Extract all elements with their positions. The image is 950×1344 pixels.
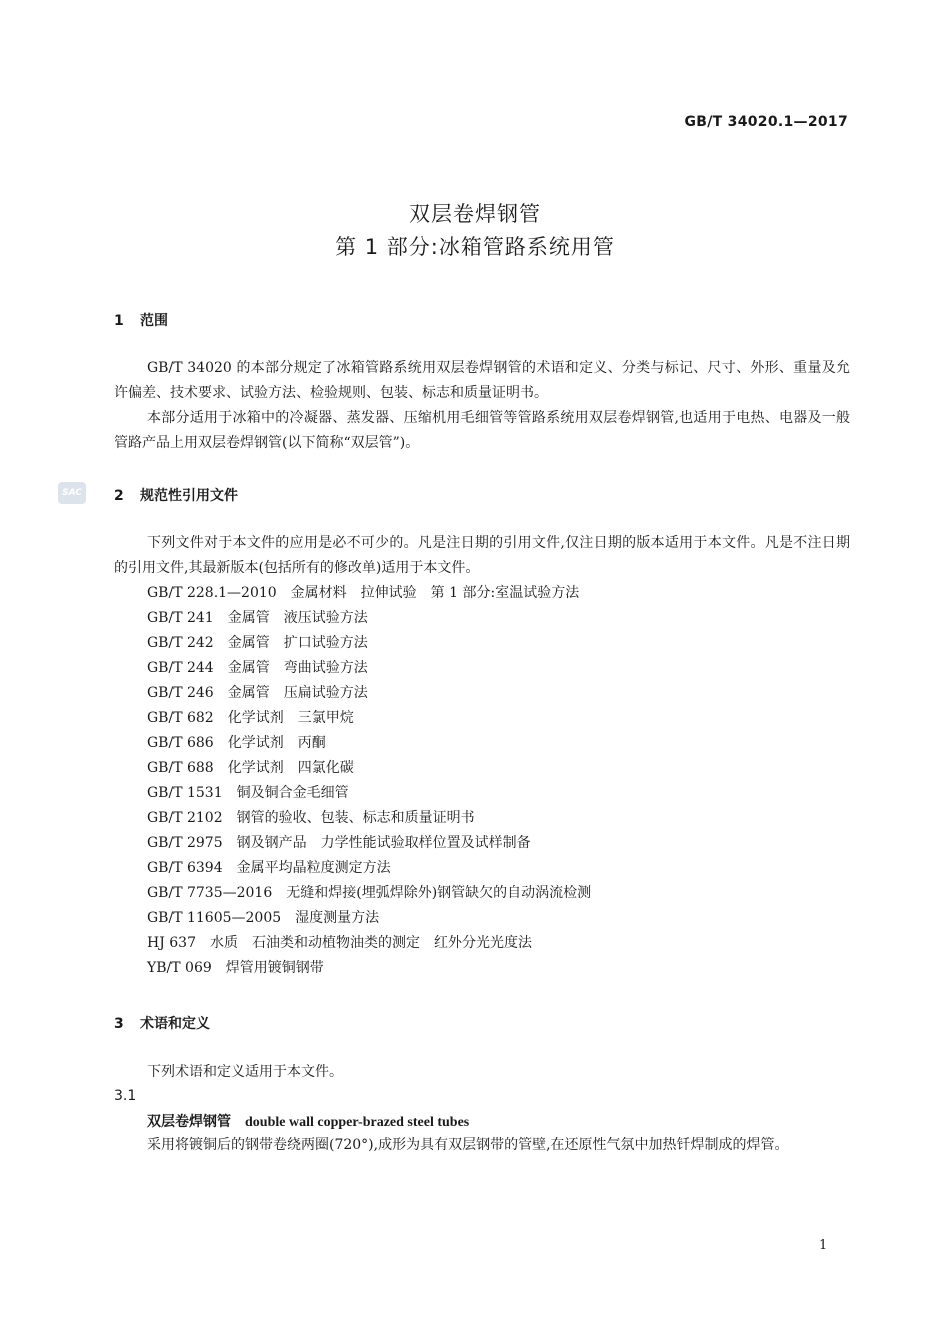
clause-number: 3.1	[114, 1088, 137, 1104]
section-number: 1	[114, 313, 124, 329]
section-heading-normative-references	[114, 485, 238, 505]
reference-item: YB/T 069 焊管用镀铜钢带	[147, 960, 324, 976]
reference-item: GB/T 244 金属管 弯曲试验方法	[147, 660, 368, 676]
reference-item: GB/T 682 化学试剂 三氯甲烷	[147, 710, 354, 726]
document-subtitle: 第 1 部分:冰箱管路系统用管	[335, 235, 615, 259]
reference-item: GB/T 2975 钢及钢产品 力学性能试验取样位置及试样制备	[147, 835, 531, 851]
reference-item: GB/T 11605—2005 湿度测量方法	[147, 910, 380, 926]
scope-paragraph-1: GB/T 34020 的本部分规定了冰箱管路系统用双层卷焊钢管的术语和定义、分类与标记、尺寸、外形、重量及允许偏差、技术要求、试验方法、检验规则、包装、标志和质量证明书。	[114, 360, 850, 401]
reference-item: GB/T 2102 钢管的验收、包装、标志和质量证明书	[147, 810, 475, 826]
sac-watermark-logo: SAC	[58, 482, 86, 504]
section-title: 规范性引用文件	[140, 488, 238, 504]
document-title: 双层卷焊钢管	[409, 202, 541, 226]
term-definition: 采用将镀铜后的钢带卷绕两圈(720°),成形为具有双层钢带的管壁,在还原性气氛中加热钎焊制成的焊管。	[147, 1137, 789, 1153]
term-english: double wall copper-brazed steel tubes	[245, 1115, 470, 1130]
section-heading-terms	[114, 1013, 210, 1033]
reference-item: GB/T 228.1—2010 金属材料 拉伸试验 第 1 部分:室温试验方法	[147, 585, 580, 601]
section-title: 术语和定义	[140, 1016, 210, 1032]
reference-item: GB/T 688 化学试剂 四氯化碳	[147, 760, 354, 776]
scope-paragraph-2: 本部分适用于冰箱中的冷凝器、蒸发器、压缩机用毛细管等管路系统用双层卷焊钢管,也适用于电热、电器及一般管路产品上用双层卷焊钢管(以下简称“双层管”)。	[114, 410, 850, 451]
reference-item: HJ 637 水质 石油类和动植物油类的测定 红外分光光度法	[147, 935, 532, 951]
standard-code: GB/T 34020.1—2017	[684, 114, 848, 130]
term-entry	[147, 1111, 469, 1131]
reference-item: GB/T 1531 铜及铜合金毛细管	[147, 785, 349, 801]
section-heading-scope	[114, 310, 168, 330]
page-number: 1	[819, 1238, 828, 1253]
references-intro: 下列文件对于本文件的应用是必不可少的。凡是注日期的引用文件,仅注日期的版本适用于本文件。凡是不注日期的引用文件,其最新版本(包括所有的修改单)适用于本文件。	[114, 535, 850, 576]
reference-item: GB/T 6394 金属平均晶粒度测定方法	[147, 860, 391, 876]
reference-item: GB/T 686 化学试剂 丙酮	[147, 735, 326, 751]
reference-item: GB/T 246 金属管 压扁试验方法	[147, 685, 368, 701]
term-chinese: 双层卷焊钢管	[147, 1114, 231, 1130]
section-title: 范围	[140, 313, 168, 329]
reference-item: GB/T 241 金属管 液压试验方法	[147, 610, 368, 626]
reference-item: GB/T 7735—2016 无缝和焊接(埋弧焊除外)钢管缺欠的自动涡流检测	[147, 885, 592, 901]
terms-intro: 下列术语和定义适用于本文件。	[147, 1064, 343, 1080]
section-number: 2	[114, 488, 124, 504]
reference-item: GB/T 242 金属管 扩口试验方法	[147, 635, 368, 651]
section-number: 3	[114, 1016, 124, 1032]
